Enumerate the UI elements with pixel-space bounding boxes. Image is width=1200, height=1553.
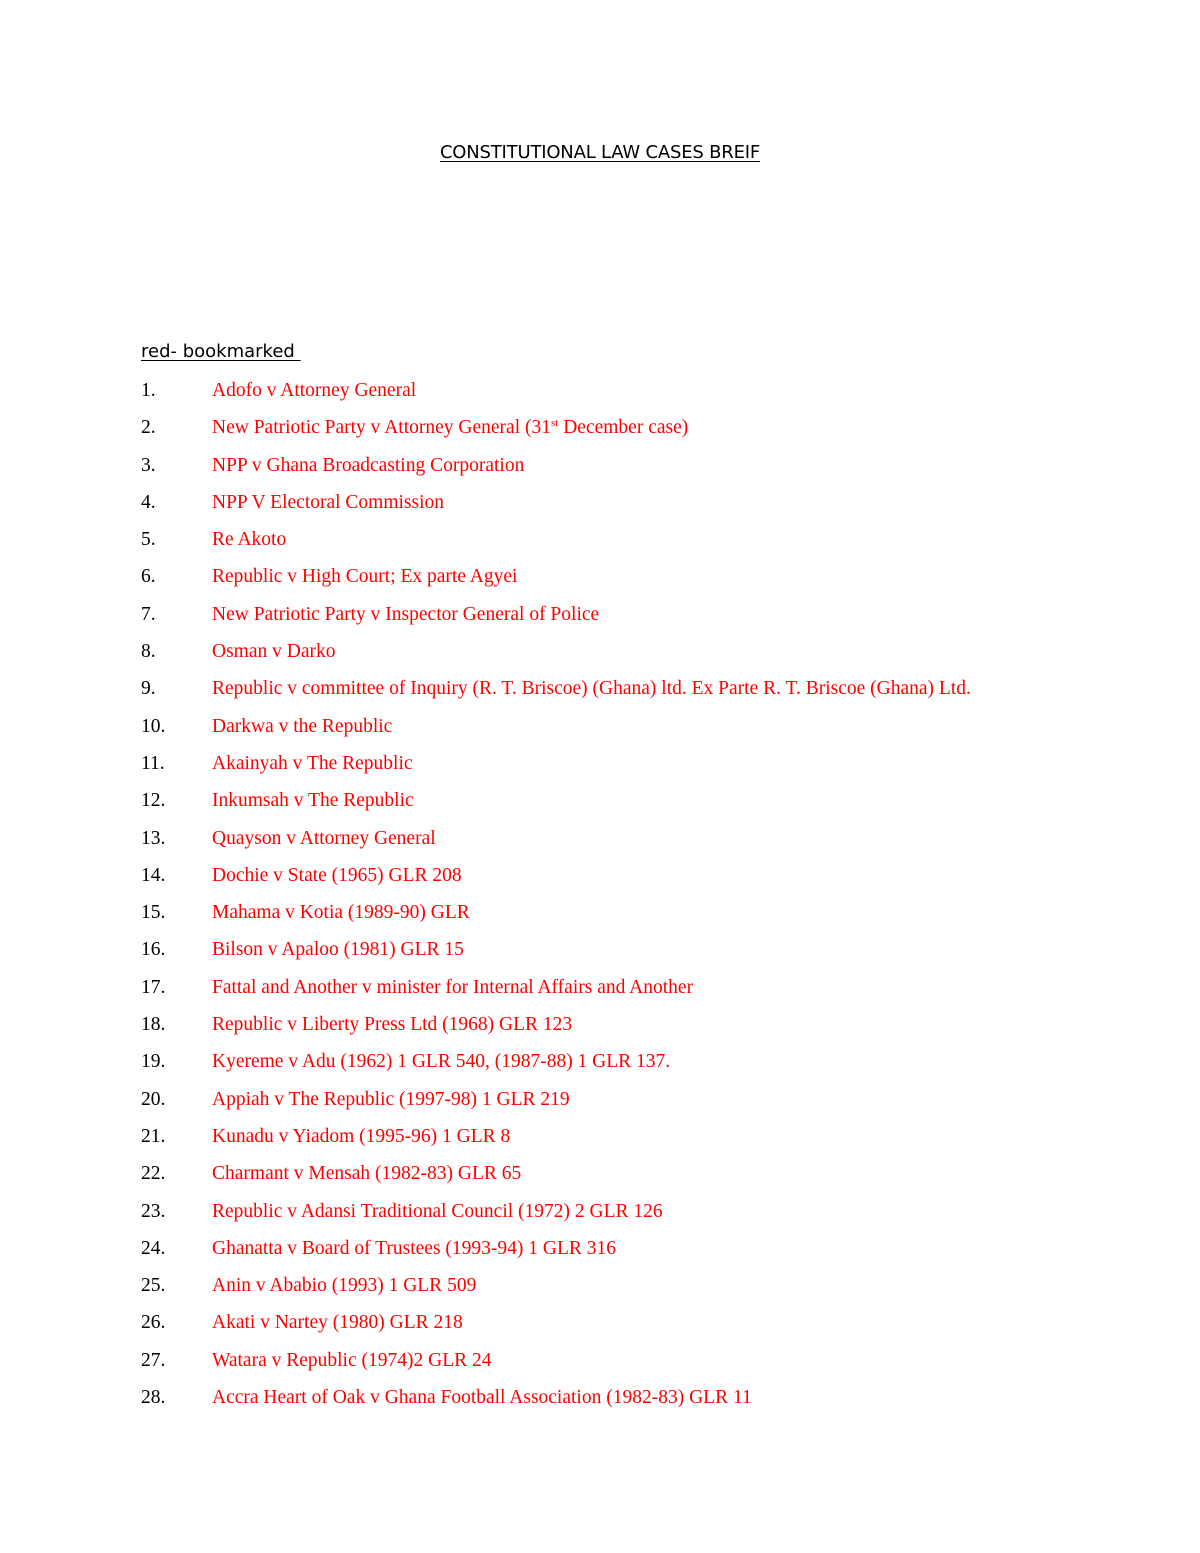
case-title: Akati v Nartey (1980) GLR 218 (212, 1312, 463, 1334)
document-title: CONSTITUTIONAL LAW CASES BREIF (439, 142, 761, 163)
case-title: Akainyah v The Republic (212, 752, 413, 774)
case-title: Republic v committee of Inquiry (R. T. Briscoe) (Ghana) ltd. Ex Parte R. T. Briscoe (Ghana) Ltd. (212, 678, 971, 700)
case-title: Osman v Darko (212, 641, 336, 663)
case-item-15 (0, 898, 1200, 935)
case-number: 7. (141, 603, 156, 625)
case-item-1 (0, 376, 1200, 413)
case-title: Accra Heart of Oak v Ghana Football Association (1982-83) GLR 11 (212, 1387, 752, 1409)
case-title (212, 413, 688, 443)
case-title: Quayson v Attorney General (212, 827, 436, 849)
case-number: 4. (141, 491, 156, 513)
case-item-28 (0, 1383, 1200, 1420)
case-title: Watara v Republic (1974)2 GLR 24 (212, 1349, 492, 1371)
case-title: Appiah v The Republic (1997-98) 1 GLR 219 (212, 1088, 570, 1110)
case-title: Charmant v Mensah (1982-83) GLR 65 (212, 1163, 522, 1185)
case-item-11 (0, 749, 1200, 786)
case-title: NPP v Ghana Broadcasting Corporation (212, 454, 525, 476)
case-item-5 (0, 525, 1200, 562)
case-title-part: New Patriotic Party v Attorney General (31 (212, 417, 551, 439)
case-title: Anin v Ababio (1993) 1 GLR 509 (212, 1275, 477, 1297)
case-number: 5. (141, 529, 156, 551)
case-title: Adofo v Attorney General (212, 380, 417, 401)
case-number: 20. (141, 1088, 166, 1110)
case-number: 10. (141, 715, 166, 737)
case-title: Dochie v State (1965) GLR 208 (212, 864, 462, 886)
case-number: 27. (141, 1349, 166, 1371)
case-item-7 (0, 600, 1200, 637)
case-number: 25. (141, 1275, 166, 1297)
case-number: 9. (141, 678, 156, 700)
case-title: NPP V Electoral Commission (212, 491, 445, 513)
case-item-9 (0, 674, 1200, 711)
case-title: Republic v High Court; Ex parte Agyei (212, 566, 518, 588)
case-title: Kyereme v Adu (1962) 1 GLR 540, (1987-88) 1 GLR 137. (212, 1051, 671, 1073)
case-item-4 (0, 488, 1200, 525)
case-item-17 (0, 973, 1200, 1010)
case-item-8 (0, 637, 1200, 674)
case-list (0, 376, 1200, 1420)
case-number: 11. (141, 752, 165, 774)
case-item-10 (0, 712, 1200, 749)
case-item-25 (0, 1271, 1200, 1308)
case-item-26 (0, 1308, 1200, 1345)
case-title: Bilson v Apaloo (1981) GLR 15 (212, 939, 464, 961)
case-item-2 (0, 413, 1200, 450)
case-number: 26. (141, 1312, 166, 1334)
case-title: Republic v Adansi Traditional Council (1972) 2 GLR 126 (212, 1200, 663, 1222)
case-title: Republic v Liberty Press Ltd (1968) GLR 123 (212, 1014, 573, 1036)
case-item-16 (0, 935, 1200, 972)
case-item-24 (0, 1234, 1200, 1271)
case-item-27 (0, 1346, 1200, 1383)
case-item-23 (0, 1197, 1200, 1234)
case-number: 21. (141, 1125, 166, 1147)
case-title: New Patriotic Party v Inspector General of Police (212, 603, 600, 625)
ordinal-superscript: st (551, 417, 559, 430)
case-number: 28. (141, 1387, 166, 1409)
case-item-3 (0, 451, 1200, 488)
case-title: Inkumsah v The Republic (212, 790, 414, 812)
case-item-12 (0, 786, 1200, 823)
case-number: 23. (141, 1200, 166, 1222)
case-number: 19. (141, 1051, 166, 1073)
case-title-part: December case) (558, 417, 689, 439)
case-title: Fattal and Another v minister for Internal Affairs and Another (212, 976, 694, 998)
case-title: Kunadu v Yiadom (1995-96) 1 GLR 8 (212, 1125, 511, 1147)
case-item-6 (0, 562, 1200, 599)
case-title: Ghanatta v Board of Trustees (1993-94) 1 GLR 316 (212, 1237, 617, 1259)
case-number: 8. (141, 641, 156, 663)
case-item-18 (0, 1010, 1200, 1047)
case-number: 13. (141, 827, 166, 849)
case-item-20 (0, 1085, 1200, 1122)
case-number: 6. (141, 566, 156, 588)
case-number: 16. (141, 939, 166, 961)
case-number: 12. (141, 790, 166, 812)
case-item-13 (0, 824, 1200, 861)
case-number: 17. (141, 976, 166, 998)
case-number: 14. (141, 864, 166, 886)
legend-label: red- bookmarked (141, 341, 301, 362)
case-number: 3. (141, 454, 156, 476)
case-item-19 (0, 1047, 1200, 1084)
case-number: 2. (141, 417, 156, 439)
case-number: 1. (141, 380, 156, 401)
case-title: Darkwa v the Republic (212, 715, 393, 737)
case-title: Mahama v Kotia (1989-90) GLR (212, 902, 470, 924)
case-item-14 (0, 861, 1200, 898)
case-number: 15. (141, 902, 166, 924)
case-number: 22. (141, 1163, 166, 1185)
case-number: 24. (141, 1237, 166, 1259)
case-item-22 (0, 1159, 1200, 1196)
case-title: Re Akoto (212, 529, 287, 551)
case-number: 18. (141, 1014, 166, 1036)
case-item-21 (0, 1122, 1200, 1159)
